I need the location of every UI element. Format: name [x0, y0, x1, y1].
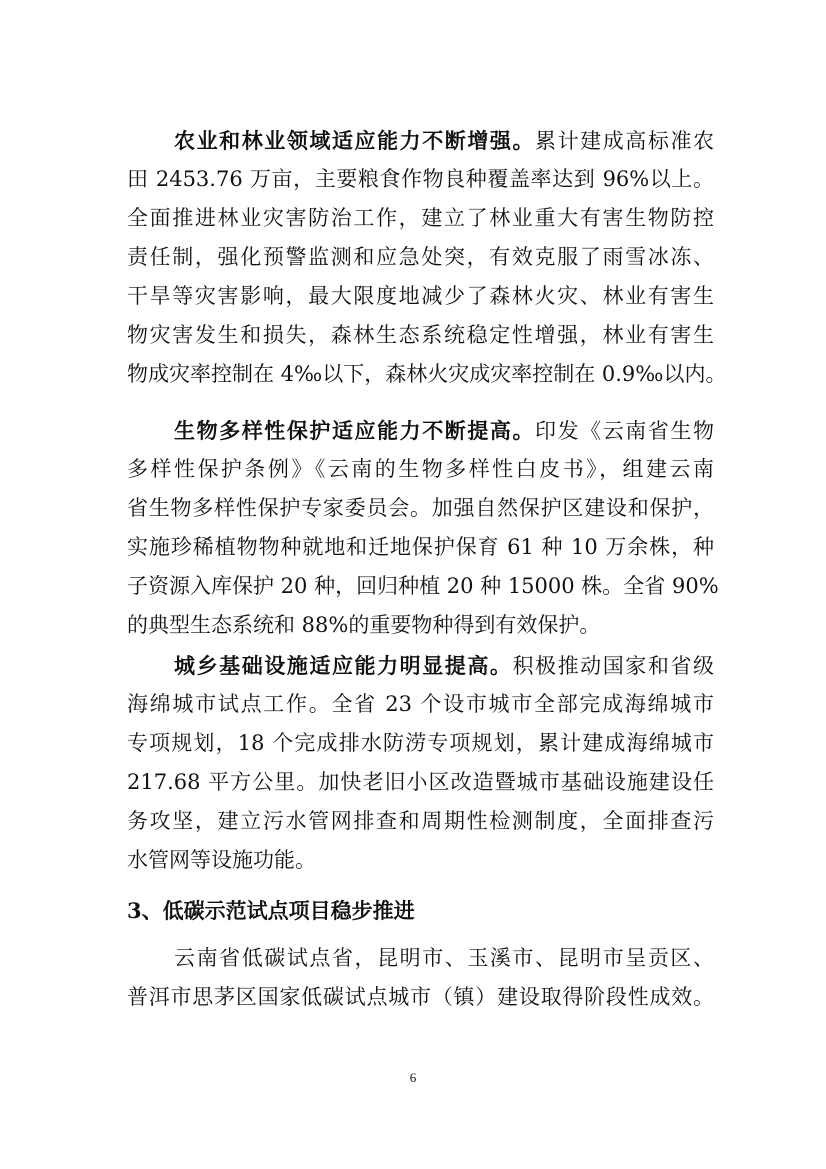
text-line: 实施珍稀植物物种就地和迁地保护保育 61 种 10 万余株，种: [127, 535, 714, 559]
text-line: 云南省低碳试点省，昆明市、玉溪市、昆明市呈贡区、: [174, 946, 714, 970]
text-line: 务攻坚，建立污水管网排查和周期性检测制度，全面排查污: [127, 809, 714, 833]
text-line: 物灾害发生和损失，森林生态系统稳定性增强，林业有害生: [127, 323, 714, 347]
text-line: 普洱市思茅区国家低碳试点城市（镇）建设取得阶段性成效。: [127, 985, 714, 1009]
text-line: 水管网等设施功能。: [127, 848, 316, 872]
paragraph-lead: 城乡基础设施适应能力明显提高。: [174, 653, 513, 678]
text-line: [127, 121, 714, 160]
text-line: 物成灾率控制在 4‰以下，森林火灾成灾率控制在 0.9‰以内。: [127, 362, 727, 386]
paragraph-urban-infrastructure: [127, 646, 714, 880]
text-span: 印发《云南省生物: [535, 419, 715, 443]
text-span: 积极推动国家和省级: [512, 654, 715, 678]
text-line: 全面推进林业灾害防治工作，建立了林业重大有害生物防控: [127, 206, 714, 230]
page-number: 6: [409, 1070, 417, 1085]
paragraph-agriculture-forestry: [127, 121, 727, 394]
text-line: 子资源入库保护 20 种，回归种植 20 种 15000 株。全省 90%: [127, 574, 719, 598]
text-line: 的典型生态系统和 88%的重要物种得到有效保护。: [127, 613, 601, 637]
paragraph-lead: 生物多样性保护适应能力不断提高。: [174, 418, 536, 443]
text-line: 干旱等灾害影响，最大限度地减少了森林火灾、林业有害生: [127, 284, 714, 308]
text-line: 责任制，强化预警监测和应急处突，有效克服了雨雪冰冻、: [127, 245, 714, 269]
text-line: 省生物多样性保护专家委员会。加强自然保护区建设和保护，: [127, 496, 714, 520]
text-line: [127, 646, 714, 685]
text-line: 专项规划，18 个完成排水防涝专项规划，累计建成海绵城市: [127, 731, 714, 755]
paragraph-low-carbon: [127, 939, 714, 1017]
section-heading: [127, 891, 714, 930]
text-line: 217.68 平方公里。加快老旧小区改造暨城市基础设施建设任: [127, 770, 714, 794]
paragraph-lead: 农业和林业领域适应能力不断增强。: [174, 128, 536, 153]
text-line: 海绵城市试点工作。全省 23 个设市城市全部完成海绵城市: [127, 692, 714, 716]
text-line: 田 2453.76 万亩，主要粮食作物良种覆盖率达到 96%以上。: [127, 167, 714, 191]
paragraph-biodiversity: [127, 411, 719, 645]
section-heading-text: 3、低碳示范试点项目稳步推进: [127, 898, 415, 923]
text-line: 多样性保护条例》《云南的生物多样性白皮书》，组建云南: [127, 457, 714, 481]
text-span: 累计建成高标准农: [535, 129, 715, 153]
text-line: [127, 411, 714, 450]
